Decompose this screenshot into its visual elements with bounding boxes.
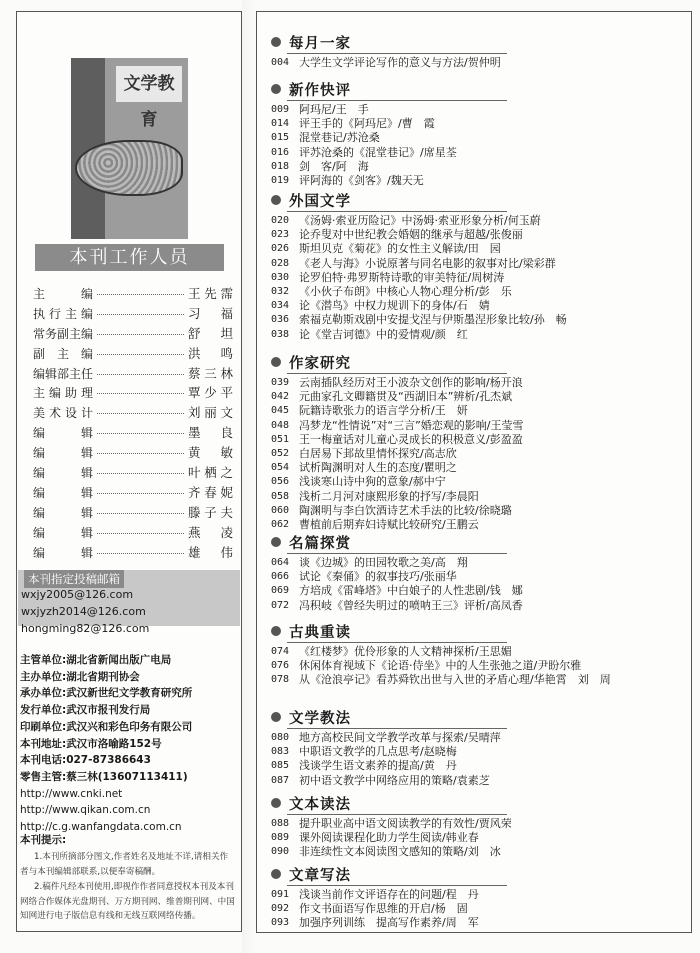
page-number: 048 (271, 419, 290, 431)
toc-entry[interactable] (271, 214, 681, 228)
article-title: 陶渊明与李白饮酒诗艺术手法的比较/徐晓璐 (299, 503, 512, 517)
toc-section (271, 190, 681, 342)
section-header (271, 352, 681, 372)
staff-row (33, 503, 233, 523)
staff-row (33, 523, 233, 543)
toc-entry[interactable] (271, 504, 681, 518)
article-title: 《红楼梦》优伶形象的人文精神探析/王思媚 (299, 645, 512, 658)
page-number: 020 (271, 215, 290, 226)
toc-entry[interactable] (271, 103, 681, 117)
section-title: 外国文学 (289, 193, 351, 210)
page-number: 045 (271, 405, 290, 417)
staff-name: 覃少平 (188, 385, 233, 401)
article-title: 浅谈学生语文素养的提高/黄 丹 (299, 759, 457, 773)
page-number: 038 (271, 328, 290, 340)
staff-row (33, 284, 233, 304)
tips-title: 本刊提示: (20, 834, 67, 846)
bullet-icon (271, 537, 281, 547)
toc-entry[interactable] (271, 56, 681, 70)
page-number: 015 (271, 132, 290, 144)
toc-entry[interactable] (271, 313, 681, 327)
info-line: 主办单位:湖北省期刊协会 (20, 670, 140, 683)
article-title: 剑 客/阿 海 (299, 159, 369, 173)
toc-entry[interactable] (271, 916, 681, 930)
article-title: 中职语文教学的几点思考/赵晓梅 (299, 745, 457, 759)
bullet-icon (271, 626, 281, 636)
bullet-icon (271, 195, 281, 205)
toc-entry[interactable] (271, 390, 681, 404)
staff-role: 执行主编 (33, 306, 93, 321)
tip-paragraph: 1.本刊所摘部分图文,作者姓名及地址不详,请相关作者与本刊编辑部联系,以便奉寄稿酬。 (20, 852, 229, 877)
leader-dots (97, 413, 184, 414)
article-title: 初中语文教学中网络应用的策略/袁素芝 (299, 773, 490, 787)
page-number: 092 (271, 903, 290, 915)
article-title: 元曲家孔文卿籍贯及“西湖旧本”辨析/孔杰斌 (299, 390, 513, 404)
leader-dots (97, 374, 184, 375)
page-number: 090 (271, 846, 290, 858)
article-title: 大学生文学评论写作的意义与方法/贺仲明 (299, 56, 501, 69)
page-number: 004 (271, 57, 290, 68)
article-title: 方培成《雷峰塔》中白娘子的人性悲剧/钱 娜 (299, 584, 523, 598)
page-number: 042 (271, 391, 290, 403)
info-line: 零售主管:蔡三林(13607113411) (20, 770, 188, 783)
leader-dots (97, 393, 184, 394)
article-title: 浅析二月河对康熙形象的抒写/李晨阳 (299, 489, 479, 503)
toc-entry[interactable] (271, 490, 681, 504)
toc-entry[interactable] (271, 774, 681, 788)
staff-row (33, 403, 233, 423)
toc-section (271, 352, 681, 532)
toc-section (271, 707, 681, 788)
toc-entry[interactable] (271, 117, 681, 131)
section-rule (287, 100, 507, 101)
staff-name: 习福 (188, 305, 233, 321)
toc-entry[interactable] (271, 146, 681, 160)
staff-name: 雄伟 (188, 544, 233, 560)
article-title: 试论《秦俑》的叙事技巧/张丽华 (299, 570, 457, 584)
staff-row (33, 443, 233, 463)
bullet-icon (271, 869, 281, 879)
staff-row (33, 364, 233, 384)
page-number: 056 (271, 476, 290, 488)
toc-entry[interactable] (271, 902, 681, 916)
toc-entry[interactable] (271, 160, 681, 174)
article-title: 云南插队经历对王小波杂文创作的影响/杨开浪 (299, 376, 523, 389)
staff-row (33, 483, 233, 503)
staff-name: 舒坦 (188, 325, 233, 341)
staff-role: 编辑 (33, 485, 93, 500)
page-number: 019 (271, 174, 290, 186)
article-title: 《小伙子布朗》中核心人物心理分析/彭 乐 (299, 284, 512, 298)
staff-row (33, 344, 233, 364)
section-rule (287, 814, 507, 815)
page-number: 080 (271, 732, 290, 743)
section-title: 作家研究 (289, 355, 351, 372)
info-line: 本刊地址:武汉市洛喻路152号 (20, 737, 162, 750)
article-title: 《老人与海》小说原著与同名电影的叙事对比/梁彩群 (299, 256, 556, 270)
mail-address[interactable]: wxjyzh2014@126.com (21, 605, 146, 618)
toc-entry[interactable] (271, 673, 681, 687)
info-line: 印刷单位:武汉兴和彩色印务有限公司 (20, 720, 193, 733)
leader-dots (97, 314, 184, 315)
section-rule (287, 211, 507, 212)
section-header (271, 79, 681, 99)
bullet-icon (271, 798, 281, 808)
cover-masthead: 文学教育 (116, 66, 182, 102)
staff-role: 编辑 (33, 525, 93, 540)
page-number: 028 (271, 257, 290, 269)
toc-entry[interactable] (271, 745, 681, 759)
section-header (271, 532, 681, 552)
toc-entry[interactable] (271, 570, 681, 584)
page-number: 066 (271, 571, 290, 583)
leader-dots (97, 493, 184, 494)
page-number: 064 (271, 557, 290, 568)
leader-dots (97, 513, 184, 514)
leader-dots (97, 294, 184, 295)
section-title: 古典重读 (289, 624, 351, 641)
staff-list (33, 284, 233, 562)
staff-role: 编辑 (33, 426, 93, 441)
page-number: 026 (271, 243, 290, 255)
article-title: 课外阅读课程化助力学生阅读/韩业春 (299, 831, 479, 845)
staff-row (33, 543, 233, 563)
section-header (271, 621, 681, 641)
staff-name: 黄敏 (188, 445, 233, 461)
article-title: 评阿海的《剑客》/魏天无 (299, 173, 424, 187)
page-number: 093 (271, 917, 290, 929)
section-header (271, 190, 681, 210)
toc-entry[interactable] (271, 328, 681, 342)
staff-role: 副主编 (33, 346, 93, 361)
section-title: 文章写法 (289, 867, 351, 884)
staff-role: 编辑 (33, 505, 93, 520)
article-title: 冯梦龙“性情说”对“三言”婚恋观的影响/王莹雪 (299, 418, 524, 432)
article-title: 浅谈寒山诗中狗的意象/郝中宁 (299, 475, 446, 489)
toc-entry[interactable] (271, 228, 681, 242)
toc-entry[interactable] (271, 475, 681, 489)
page-number: 074 (271, 646, 290, 657)
staff-row (33, 423, 233, 443)
leader-dots (97, 433, 184, 434)
mail-heading: 本刊指定投稿邮箱 (24, 570, 124, 588)
article-title: 索福克勒斯戏剧中安提戈涅与伊斯墨涅形象比较/孙 畅 (299, 313, 567, 327)
page-number: 085 (271, 760, 290, 772)
page-number: 009 (271, 104, 290, 115)
section-header (271, 32, 681, 52)
article-title: 阮籍诗歌张力的语言学分析/王 妍 (299, 404, 468, 418)
staff-role: 常务副主编 (33, 326, 94, 341)
article-title: 混堂巷记/苏沧桑 (299, 131, 380, 145)
article-title: 论乔叟对中世纪教会婚姻的继承与超越/张俊丽 (299, 228, 523, 242)
article-title: 非连续性文本阅读图文感知的策略/刘 冰 (299, 845, 501, 859)
section-title: 名篇探赏 (289, 535, 351, 552)
staff-row (33, 324, 233, 344)
page-number: 076 (271, 660, 290, 672)
staff-role: 编辑 (33, 545, 93, 560)
page-number: 054 (271, 462, 290, 474)
staff-title: 本刊工作人员 (35, 244, 224, 271)
page-fold-shadow (242, 0, 256, 953)
staff-row (33, 304, 233, 324)
staff-row (33, 463, 233, 483)
staff-name: 蔡三林 (188, 365, 233, 381)
article-title: 冯积岐《曾经失明过的喷呐王三》评析/高凤香 (299, 598, 523, 612)
section-title: 文学教法 (289, 710, 351, 727)
toc-section (271, 864, 681, 931)
toc-entry[interactable] (271, 257, 681, 271)
toc-entry[interactable] (271, 174, 681, 188)
article-title: 评苏沧桑的《混堂巷记》/席星荃 (299, 145, 457, 159)
article-title: 白居易下邽故里情怀探究/高志欣 (299, 446, 457, 460)
page-number: 018 (271, 160, 290, 172)
staff-name: 刘丽文 (188, 405, 233, 421)
article-title: 地方高校民间文学教学改革与探索/吴晴萍 (299, 731, 501, 744)
section-title: 新作快评 (289, 82, 351, 99)
section-title: 每月一家 (289, 35, 351, 52)
staff-name: 滕子夫 (188, 504, 233, 520)
staff-role: 编辑部主任 (33, 366, 94, 381)
toc-entry[interactable] (271, 131, 681, 145)
toc-section (271, 532, 681, 613)
article-title: 斯坦贝克《菊花》的女性主义解读/田 园 (299, 242, 501, 256)
toc-entry[interactable] (271, 817, 681, 831)
page-number: 052 (271, 447, 290, 459)
staff-role: 主编助理 (33, 386, 93, 401)
staff-role: 美术设计 (33, 406, 93, 421)
leader-dots (97, 334, 184, 335)
toc-entry[interactable] (271, 659, 681, 673)
article-title: 提升职业高中语文阅读教学的有效性/贾风荣 (299, 817, 512, 830)
toc-section (271, 621, 681, 688)
masthead-column (16, 11, 242, 932)
page-number: 069 (271, 585, 290, 597)
leader-dots (97, 354, 184, 355)
cover-thumbnail (71, 58, 188, 239)
section-header (271, 864, 681, 884)
bullet-icon (271, 357, 281, 367)
page-number: 091 (271, 889, 290, 900)
toc-entry[interactable] (271, 645, 681, 659)
mail-address[interactable]: hongming82@126.com (21, 622, 150, 635)
toc-entry[interactable] (271, 731, 681, 745)
page-number: 032 (271, 285, 290, 297)
leader-dots (97, 473, 184, 474)
publication-info (20, 652, 236, 836)
article-title: 王一梅童话对儿童心灵成长的积极意义/彭盈盈 (299, 432, 523, 446)
info-line: 本刊电话:027-87386643 (20, 754, 151, 767)
bullet-icon (271, 84, 281, 94)
article-title: 加强序列训练 提高写作素养/周 军 (299, 916, 479, 930)
cover-fish-illustration (75, 140, 183, 196)
bullet-icon (271, 37, 281, 47)
article-title: 论《堂吉诃德》中的爱情观/颜 红 (299, 327, 468, 341)
toc-entry[interactable] (271, 271, 681, 285)
page-number: 060 (271, 504, 290, 516)
bullet-icon (271, 712, 281, 722)
page-number: 034 (271, 300, 290, 312)
toc-entry[interactable] (271, 759, 681, 773)
article-title: 作文书面语写作思维的开启/杨 固 (299, 902, 468, 916)
toc-section (271, 793, 681, 860)
article-title: 试析陶渊明对人生的态度/瞿明之 (299, 461, 457, 475)
toc-entry[interactable] (271, 599, 681, 613)
info-line: 发行单位:武汉市报刊发行局 (20, 704, 151, 717)
toc-entry[interactable] (271, 376, 681, 390)
article-title: 曹植前后期弃妇诗赋比较研究/王鹏云 (299, 517, 479, 531)
page-number: 089 (271, 832, 290, 844)
staff-name: 燕凌 (188, 524, 233, 540)
article-title: 谈《边城》的田园牧歌之美/高 翔 (299, 556, 468, 569)
staff-role: 编辑 (33, 446, 93, 461)
section-title: 文本读法 (289, 796, 351, 813)
page-number: 039 (271, 377, 290, 388)
page-number: 023 (271, 229, 290, 241)
page-number: 072 (271, 599, 290, 611)
article-title: 阿玛尼/王 手 (299, 103, 369, 116)
section-rule (287, 885, 507, 886)
toc-entry[interactable] (271, 888, 681, 902)
page-number: 078 (271, 674, 290, 686)
table-of-contents (256, 11, 692, 933)
article-title: 《汤姆·索亚历险记》中汤姆·索亚形象分析/何玉蔚 (299, 214, 541, 227)
toc-entry[interactable] (271, 461, 681, 475)
staff-name: 齐春妮 (188, 484, 233, 500)
toc-section (271, 32, 681, 70)
staff-name: 王先霈 (188, 286, 233, 301)
toc-entry[interactable] (271, 831, 681, 845)
section-header (271, 793, 681, 813)
tip-paragraph: 2.稿件凡经本刊使用,即视作作者同意授权本刊及本刊网络合作媒体光盘期刊、万方期刊网、维普期刊网、中国知网进行电子版信息有线和无线互联网络传播。 (20, 882, 235, 921)
toc-entry[interactable] (271, 556, 681, 570)
toc-entry[interactable] (271, 584, 681, 598)
page-number: 088 (271, 818, 290, 829)
section-rule (287, 373, 507, 374)
toc-entry[interactable] (271, 242, 681, 256)
page-number: 083 (271, 746, 290, 758)
staff-name: 洪鸣 (188, 345, 233, 361)
toc-entry[interactable] (271, 299, 681, 313)
toc-entry[interactable] (271, 447, 681, 461)
leader-dots (97, 453, 184, 454)
mail-address[interactable]: wxjy2005@126.com (21, 588, 134, 601)
website-link[interactable]: http://www.qikan.com.cn (20, 804, 151, 817)
section-rule (287, 642, 507, 643)
page-number: 030 (271, 271, 290, 283)
section-rule (287, 553, 507, 554)
staff-name: 叶栖之 (188, 465, 233, 481)
toc-section (271, 79, 681, 188)
website-link[interactable]: http://c.g.wanfangdata.com.cn (20, 821, 182, 834)
info-line: 主管单位:湖北省新闻出版广电局 (20, 654, 172, 666)
staff-name: 墨良 (188, 425, 233, 441)
article-title: 评王手的《阿玛尼》/曹 霞 (299, 117, 435, 131)
page-number: 016 (271, 146, 290, 158)
article-title: 休闲体育视域下《论语·侍坐》中的人生张弛之道/尹盼尔雅 (299, 659, 582, 673)
info-line: 承办单位:武汉新世纪文学教育研究所 (20, 687, 193, 700)
article-title: 论《潜鸟》中权力规训下的身体/石 婧 (299, 299, 490, 313)
article-title: 浅谈当前作文评语存在的问题/程 丹 (299, 888, 479, 901)
staff-role: 编辑 (33, 466, 93, 481)
toc-entry[interactable] (271, 433, 681, 447)
leader-dots (97, 533, 184, 534)
page-number: 087 (271, 774, 290, 786)
article-title: 从《沧浪亭记》看苏舜钦出世与入世的矛盾心理/华艳霄 刘 周 (299, 673, 611, 687)
page-number: 062 (271, 518, 290, 530)
staff-row (33, 383, 233, 403)
section-rule (287, 728, 507, 729)
staff-role: 主编 (33, 287, 93, 301)
toc-entry[interactable] (271, 518, 681, 532)
section-header (271, 707, 681, 727)
page-number: 051 (271, 433, 290, 445)
toc-entry[interactable] (271, 845, 681, 859)
toc-entry[interactable] (271, 419, 681, 433)
toc-entry[interactable] (271, 285, 681, 299)
article-title: 论罗伯特·弗罗斯特诗歌的审美特征/周树涛 (299, 270, 505, 284)
page-number: 058 (271, 490, 290, 502)
section-rule (287, 53, 507, 54)
toc-entry[interactable] (271, 404, 681, 418)
page-number: 036 (271, 314, 290, 326)
page-number: 014 (271, 118, 290, 130)
website-link[interactable]: http://www.cnki.net (20, 787, 123, 800)
leader-dots (97, 553, 184, 554)
